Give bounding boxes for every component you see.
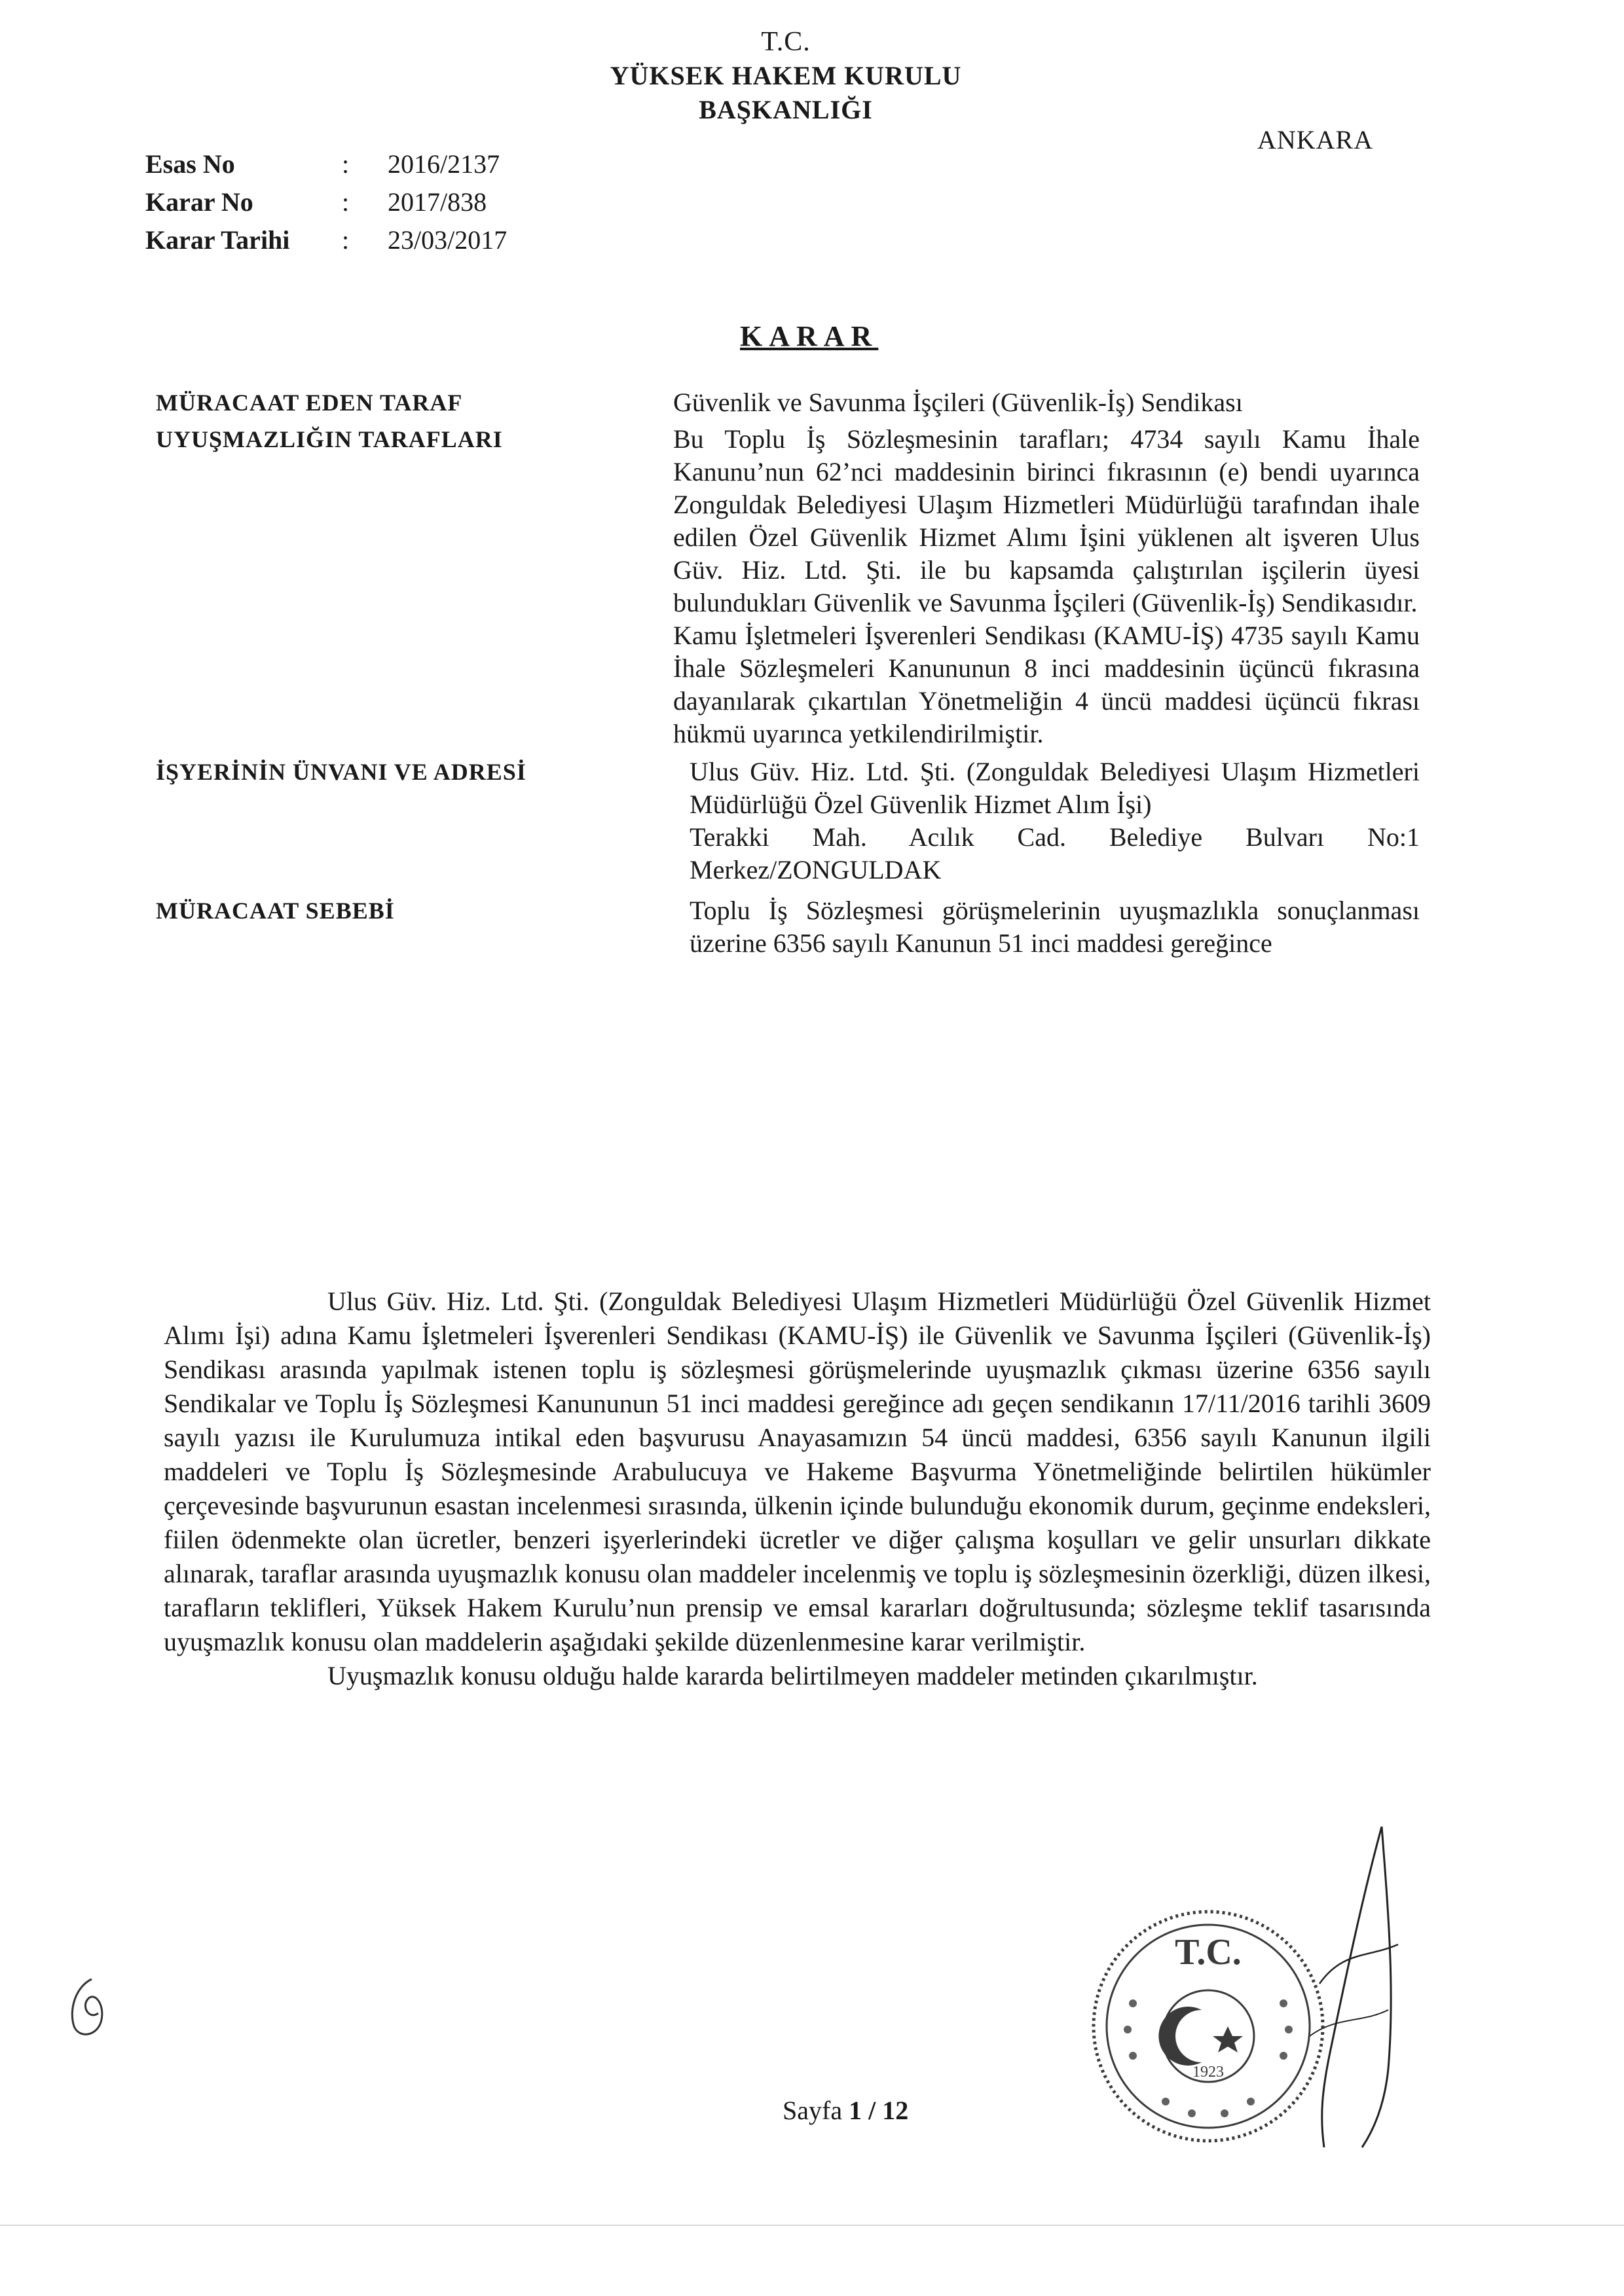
case-info [156, 386, 1420, 960]
meta-row-karar [145, 183, 507, 221]
info-paragraph: Güvenlik ve Savunma İşçileri (Güvenlik-İş) Sendikası [673, 388, 1243, 417]
document-header [524, 25, 1048, 127]
scan-artifact-line [0, 2225, 1624, 2226]
seal-year: 1923 [1192, 2064, 1224, 2081]
info-paragraph: Kamu İşletmeleri İşverenleri Sendikası (KAMU-İŞ) 4735 sayılı Kamu İhale Sözleşmeleri Kanununun 8 inci maddesinin üçüncü fıkrasına dayanılarak çıkartılan Yönetmeliğin 4 üncü maddesi üçüncü fıkrası hükmü uyarınca yetkilendirilmiştir. [673, 621, 1420, 748]
meta-label: Karar No [145, 187, 253, 217]
info-paragraph: Bu Toplu İş Sözleşmesinin tarafları; 4734 sayılı Kamu İhale Kanunu’nun 62’nci maddesinin birinci fıkrasının (e) bendi uyarınca Zonguldak Belediyesi Ulaşım Hizmetleri Müdürlüğü tarafından ihale edilen Özel Güvenlik Hizmet Alımı İşini yüklenen alt işveren Ulus Güv. Hiz. Ltd. Şti. ile bu kapsamda çalıştırılan işçilerin üyesi bulundukları Güvenlik ve Savunma İşçileri (Güvenlik-İş) Sendikasıdır. [673, 424, 1420, 617]
body-paragraph: Ulus Güv. Hiz. Ltd. Şti. (Zonguldak Belediyesi Ulaşım Hizmetleri Müdürlüğü Özel Güvenlik Hizmet Alımı İşi) adına Kamu İşletmeleri İşverenleri Sendikası (KAMU-İŞ) ile Güvenlik ve Savunma İşçileri (Güvenlik-İş) Sendikası arasında yapılmak istenen toplu iş sözleşmesi görüşmelerinde uyuşmazlık çıkması üzerine 6356 sayılı Sendikalar ve Toplu İş Sözleşmesi Kanununun 51 inci maddesi gereğince adı geçen sendikanın 17/11/2016 tarihli 3609 sayılı yazısı ile Kurulumuza intikal eden başvurusu Anayasamızın 54 üncü maddesi, 6356 sayılı Kanunun ilgili maddeleri ve Toplu İş Sözleşmesinde Arabulucuya ve Hakeme Başvurma Yönetmeliğinde belirtilen hükümler çerçevesinde başvurunun esastan incelenmesi sırasında, ülkenin içinde bulunduğu ekonomik durum, geçinme endeksleri, fiilen ödenmekte olan ücretler, benzeri işyerlerindeki ücretler ve diğer çalışma koşulları ve gelir unsurları dikkate alınarak, taraflar arasında uyuşmazlık konusu olan maddeler incelenmiş ve toplu iş sözleşmesinin özerkliği, düzen ilkesi, tarafların teklifleri, Yüksek Hakem Kurulu’nun prensip ve emsal kararları doğrultusunda; sözleşme teklif tasarısında uyuşmazlık konusu olan maddelerin aşağıdaki şekilde düzenlenmesine karar verilmiştir. [164, 1286, 1431, 1656]
info-value [673, 386, 1420, 419]
footer-prefix: Sayfa [783, 2096, 843, 2125]
info-value [673, 756, 1420, 886]
info-row-parties [156, 423, 1420, 750]
meta-row-esas [145, 145, 507, 183]
info-label: MÜRACAAT SEBEBİ [156, 898, 395, 924]
meta-value: 2016/2137 [388, 149, 500, 179]
info-label: UYUŞMAZLIĞIN TARAFLARI [156, 426, 503, 452]
meta-colon: : [342, 187, 350, 217]
decision-body [164, 1285, 1431, 1693]
meta-label: Esas No [145, 149, 235, 179]
info-paragraph: Ulus Güv. Hiz. Ltd. Şti. (Zonguldak Belediyesi Ulaşım Hizmetleri Müdürlüğü Özel Güvenlik Hizmet Alım İşi) [690, 757, 1420, 819]
info-value [673, 894, 1420, 960]
document-title: KARAR [740, 320, 879, 352]
handwritten-mark [62, 1974, 115, 2046]
body-paragraph: Uyuşmazlık konusu olduğu halde kararda belirtilmeyen maddeler metinden çıkarılmıştır. [327, 1661, 1258, 1690]
info-paragraph: Toplu İş Sözleşmesi görüşmelerinin uyuşmazlıkla sonuçlanması üzerine 6356 sayılı Kanunun 51 inci maddesi gereğince [690, 896, 1420, 958]
page-number: 1 / 12 [849, 2096, 909, 2125]
info-value [673, 423, 1420, 750]
meta-label: Karar Tarihi [145, 225, 290, 255]
meta-colon: : [342, 149, 350, 179]
header-tc: T.C. [761, 27, 811, 57]
meta-value: 23/03/2017 [388, 225, 507, 255]
info-row-applicant [156, 386, 1420, 419]
info-row-workplace [156, 756, 1420, 886]
info-label: MÜRACAAT EDEN TARAF [156, 390, 463, 416]
header-institution: YÜKSEK HAKEM KURULU [610, 61, 962, 90]
page-footer [783, 2095, 908, 2126]
case-meta [145, 145, 507, 259]
official-seal [1087, 1905, 1329, 2147]
meta-row-tarih [145, 221, 507, 259]
info-paragraph: Terakki Mah. Acılık Cad. Belediye Bulvarı No:1 Merkez/ZONGULDAK [690, 822, 1420, 884]
header-presidency: BAŞKANLIĞI [699, 95, 873, 124]
info-row-reason [156, 894, 1420, 960]
meta-value: 2017/838 [388, 187, 487, 217]
seal-text: T.C. [1175, 1932, 1242, 1973]
meta-colon: : [342, 225, 350, 255]
header-city: ANKARA [1257, 125, 1374, 155]
info-label: İŞYERİNİN ÜNVANI VE ADRESİ [156, 759, 526, 785]
